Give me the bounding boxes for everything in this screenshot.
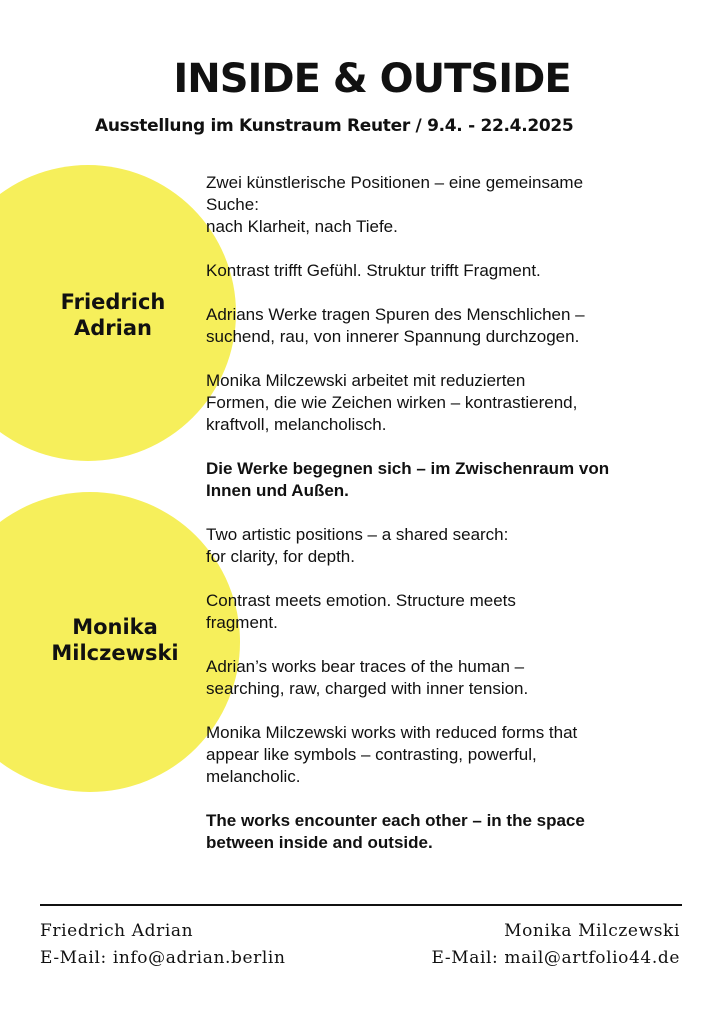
- paragraph-contrast-de: Kontrast trifft Gefühl. Struktur trifft Fragment.: [206, 261, 541, 280]
- paragraph-milczewski-en: Monika Milczewski works with reduced forms that appear like symbols – contrasting, powerful, melancholic.: [206, 723, 578, 786]
- footer-name: Friedrich Adrian: [40, 921, 194, 941]
- paragraph-conclusion-en: The works encounter each other – in the space between inside and outside.: [206, 811, 585, 852]
- footer-email-link[interactable]: E-Mail: info@adrian.berlin: [40, 948, 286, 968]
- artist-name-line: Milczewski: [51, 641, 179, 665]
- artist-name-monika-milczewski: [30, 614, 200, 666]
- artist-name-line: Adrian: [74, 316, 152, 340]
- paragraph-intro-de: Zwei künstlerische Positionen – eine gemeinsame Suche: nach Klarheit, nach Tiefe.: [206, 173, 584, 236]
- artist-name-line: Friedrich: [60, 290, 166, 314]
- footer-contact-adrian: [40, 918, 286, 972]
- footer-divider: [40, 904, 682, 906]
- page-title: INSIDE & OUTSIDE: [173, 56, 571, 102]
- paragraph-intro-en: Two artistic positions – a shared search: for clarity, for depth.: [206, 525, 509, 566]
- paragraph-contrast-en: Contrast meets emotion. Structure meets fragment.: [206, 591, 516, 632]
- artist-name-friedrich-adrian: [38, 289, 188, 341]
- footer-email-link[interactable]: E-Mail: mail@artfolio44.de: [431, 948, 680, 968]
- page-subtitle: Ausstellung im Kunstraum Reuter / 9.4. - 22.4.2025: [95, 116, 574, 136]
- paragraph-adrian-de: Adrians Werke tragen Spuren des Menschlichen – suchend, rau, von innerer Spannung durchzogen.: [206, 305, 585, 346]
- body-text: [206, 172, 676, 876]
- artist-name-line: Monika: [72, 615, 158, 639]
- paragraph-conclusion-de: Die Werke begegnen sich – im Zwischenraum von Innen und Außen.: [206, 459, 610, 500]
- paragraph-milczewski-de: Monika Milczewski arbeitet mit reduzierten Formen, die wie Zeichen wirken – kontrastierend, kraftvoll, melancholisch.: [206, 371, 578, 434]
- footer-name: Monika Milczewski: [504, 921, 680, 941]
- paragraph-adrian-en: Adrian’s works bear traces of the human – searching, raw, charged with inner tension.: [206, 657, 529, 698]
- footer-contact-milczewski: [432, 918, 680, 972]
